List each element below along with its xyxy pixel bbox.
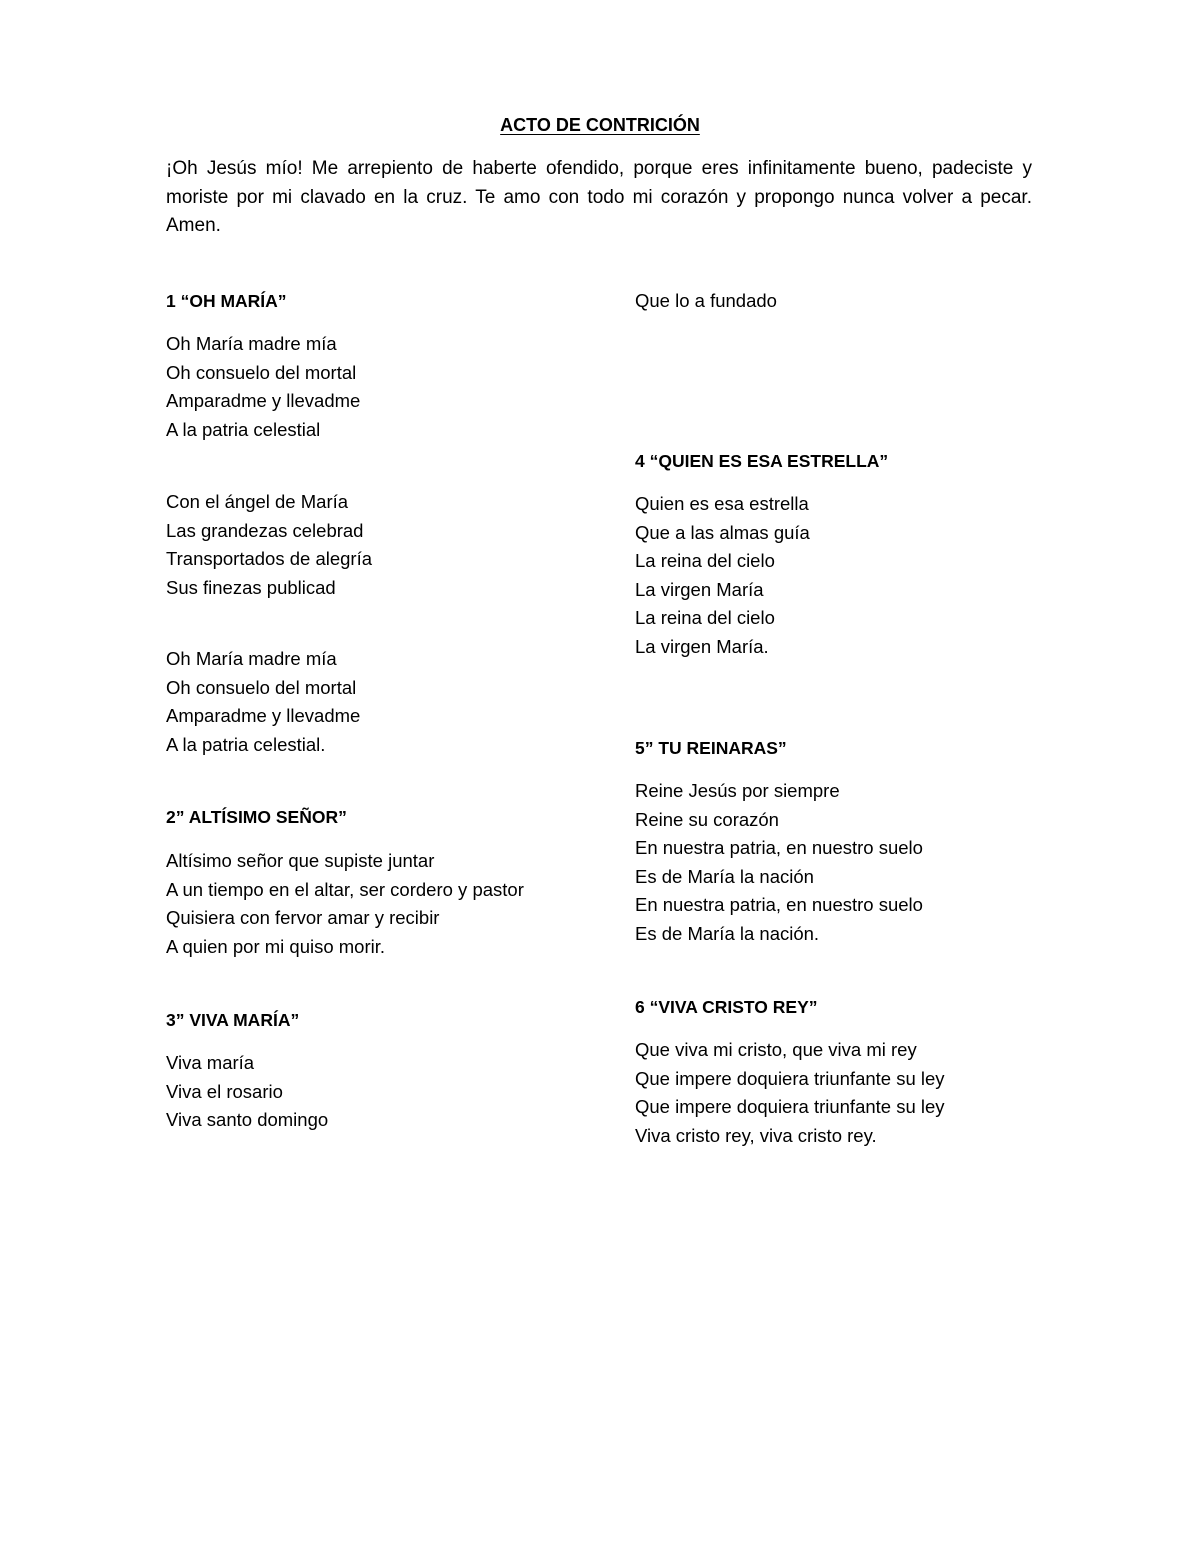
lyric-line: Viva cristo rey, viva cristo rey. — [635, 1124, 877, 1146]
lyric-line: Oh consuelo del mortal — [166, 676, 357, 698]
lyric-line: A la patria celestial. — [166, 733, 326, 755]
lyric-line: La virgen María. — [635, 635, 769, 657]
song-1-title-block — [166, 287, 287, 315]
lyric-line: A un tiempo en el altar, ser cordero y pastor — [166, 878, 524, 900]
lyric-line: A la patria celestial — [166, 418, 321, 440]
song-title: 2” ALTÍSIMO SEÑOR” — [166, 807, 347, 827]
song-2-verse-1 — [166, 847, 524, 961]
song-title: 6 “VIVA CRISTO REY” — [635, 997, 818, 1017]
lyric-line: Que lo a fundado — [635, 290, 777, 311]
lyric-line: Que impere doquiera triunfante su ley — [635, 1096, 945, 1118]
song-title: 1 “OH MARÍA” — [166, 291, 287, 311]
lyric-line: La virgen María — [635, 578, 764, 600]
song-title: 3” VIVA MARÍA” — [166, 1010, 300, 1030]
song-3-continuation — [635, 287, 777, 316]
lyric-line: Sus finezas publicad — [166, 576, 336, 598]
song-6-verse-1 — [635, 1036, 945, 1150]
lyric-line: Viva el rosario — [166, 1080, 283, 1102]
lyric-line: En nuestra patria, en nuestro suelo — [635, 837, 923, 859]
lyric-line: Altísimo señor que supiste juntar — [166, 850, 435, 871]
song-1-verse-3 — [166, 645, 360, 759]
lyric-line: Reine su corazón — [635, 808, 779, 830]
lyric-line: Que viva mi cristo, que viva mi rey — [635, 1039, 917, 1060]
song-title: 5” TU REINARAS” — [635, 738, 787, 758]
lyric-line: Quisiera con fervor amar y recibir — [166, 907, 440, 929]
lyric-line: En nuestra patria, en nuestro suelo — [635, 894, 923, 916]
song-6-title-block — [635, 993, 818, 1021]
lyric-line: Que impere doquiera triunfante su ley — [635, 1067, 945, 1089]
lyric-line: Es de María la nación. — [635, 922, 820, 944]
song-1-verse-2 — [166, 488, 372, 602]
document-title: ACTO DE CONTRICIÓN — [500, 115, 700, 135]
lyric-line: Es de María la nación — [635, 865, 814, 887]
song-5-title-block — [635, 734, 787, 762]
lyric-line: Oh consuelo del mortal — [166, 361, 357, 383]
lyric-line: La reina del cielo — [635, 550, 775, 572]
lyric-line: Oh María madre mía — [166, 648, 337, 669]
lyric-line: Reine Jesús por siempre — [635, 780, 840, 801]
lyric-line: Con el ángel de María — [166, 491, 349, 512]
song-2-title-block — [166, 803, 347, 831]
contrition-prayer: ¡Oh Jesús mío! Me arrepiento de haberte ofendido, porque eres infinitamente bueno, padeciste y moriste por mi clavado en la cruz. Te amo con todo mi corazón y propongo nunca volver a pecar. Amen. — [166, 158, 1032, 236]
lyric-line: A quien por mi quiso morir. — [166, 935, 386, 957]
lyric-line: Las grandezas celebrad — [166, 519, 364, 541]
song-4-title-block — [635, 447, 888, 475]
lyric-line: Viva santo domingo — [166, 1109, 329, 1131]
song-5-verse-1 — [635, 777, 923, 949]
lyric-line: Quien es esa estrella — [635, 493, 809, 514]
lyric-line: Oh María madre mía — [166, 333, 337, 354]
lyric-line: La reina del cielo — [635, 607, 775, 629]
song-title: 4 “QUIEN ES ESA ESTRELLA” — [635, 451, 889, 471]
song-3-title-block — [166, 1006, 299, 1034]
song-3-verse-1 — [166, 1049, 328, 1135]
lyric-line: Transportados de alegría — [166, 548, 373, 570]
lyric-line: Que a las almas guía — [635, 521, 810, 543]
lyric-line: Amparadme y llevadme — [166, 705, 361, 727]
lyric-line: Amparadme y llevadme — [166, 390, 361, 412]
lyric-line: Viva maría — [166, 1052, 255, 1073]
song-4-verse-1 — [635, 490, 810, 662]
song-1-verse-1 — [166, 330, 360, 444]
